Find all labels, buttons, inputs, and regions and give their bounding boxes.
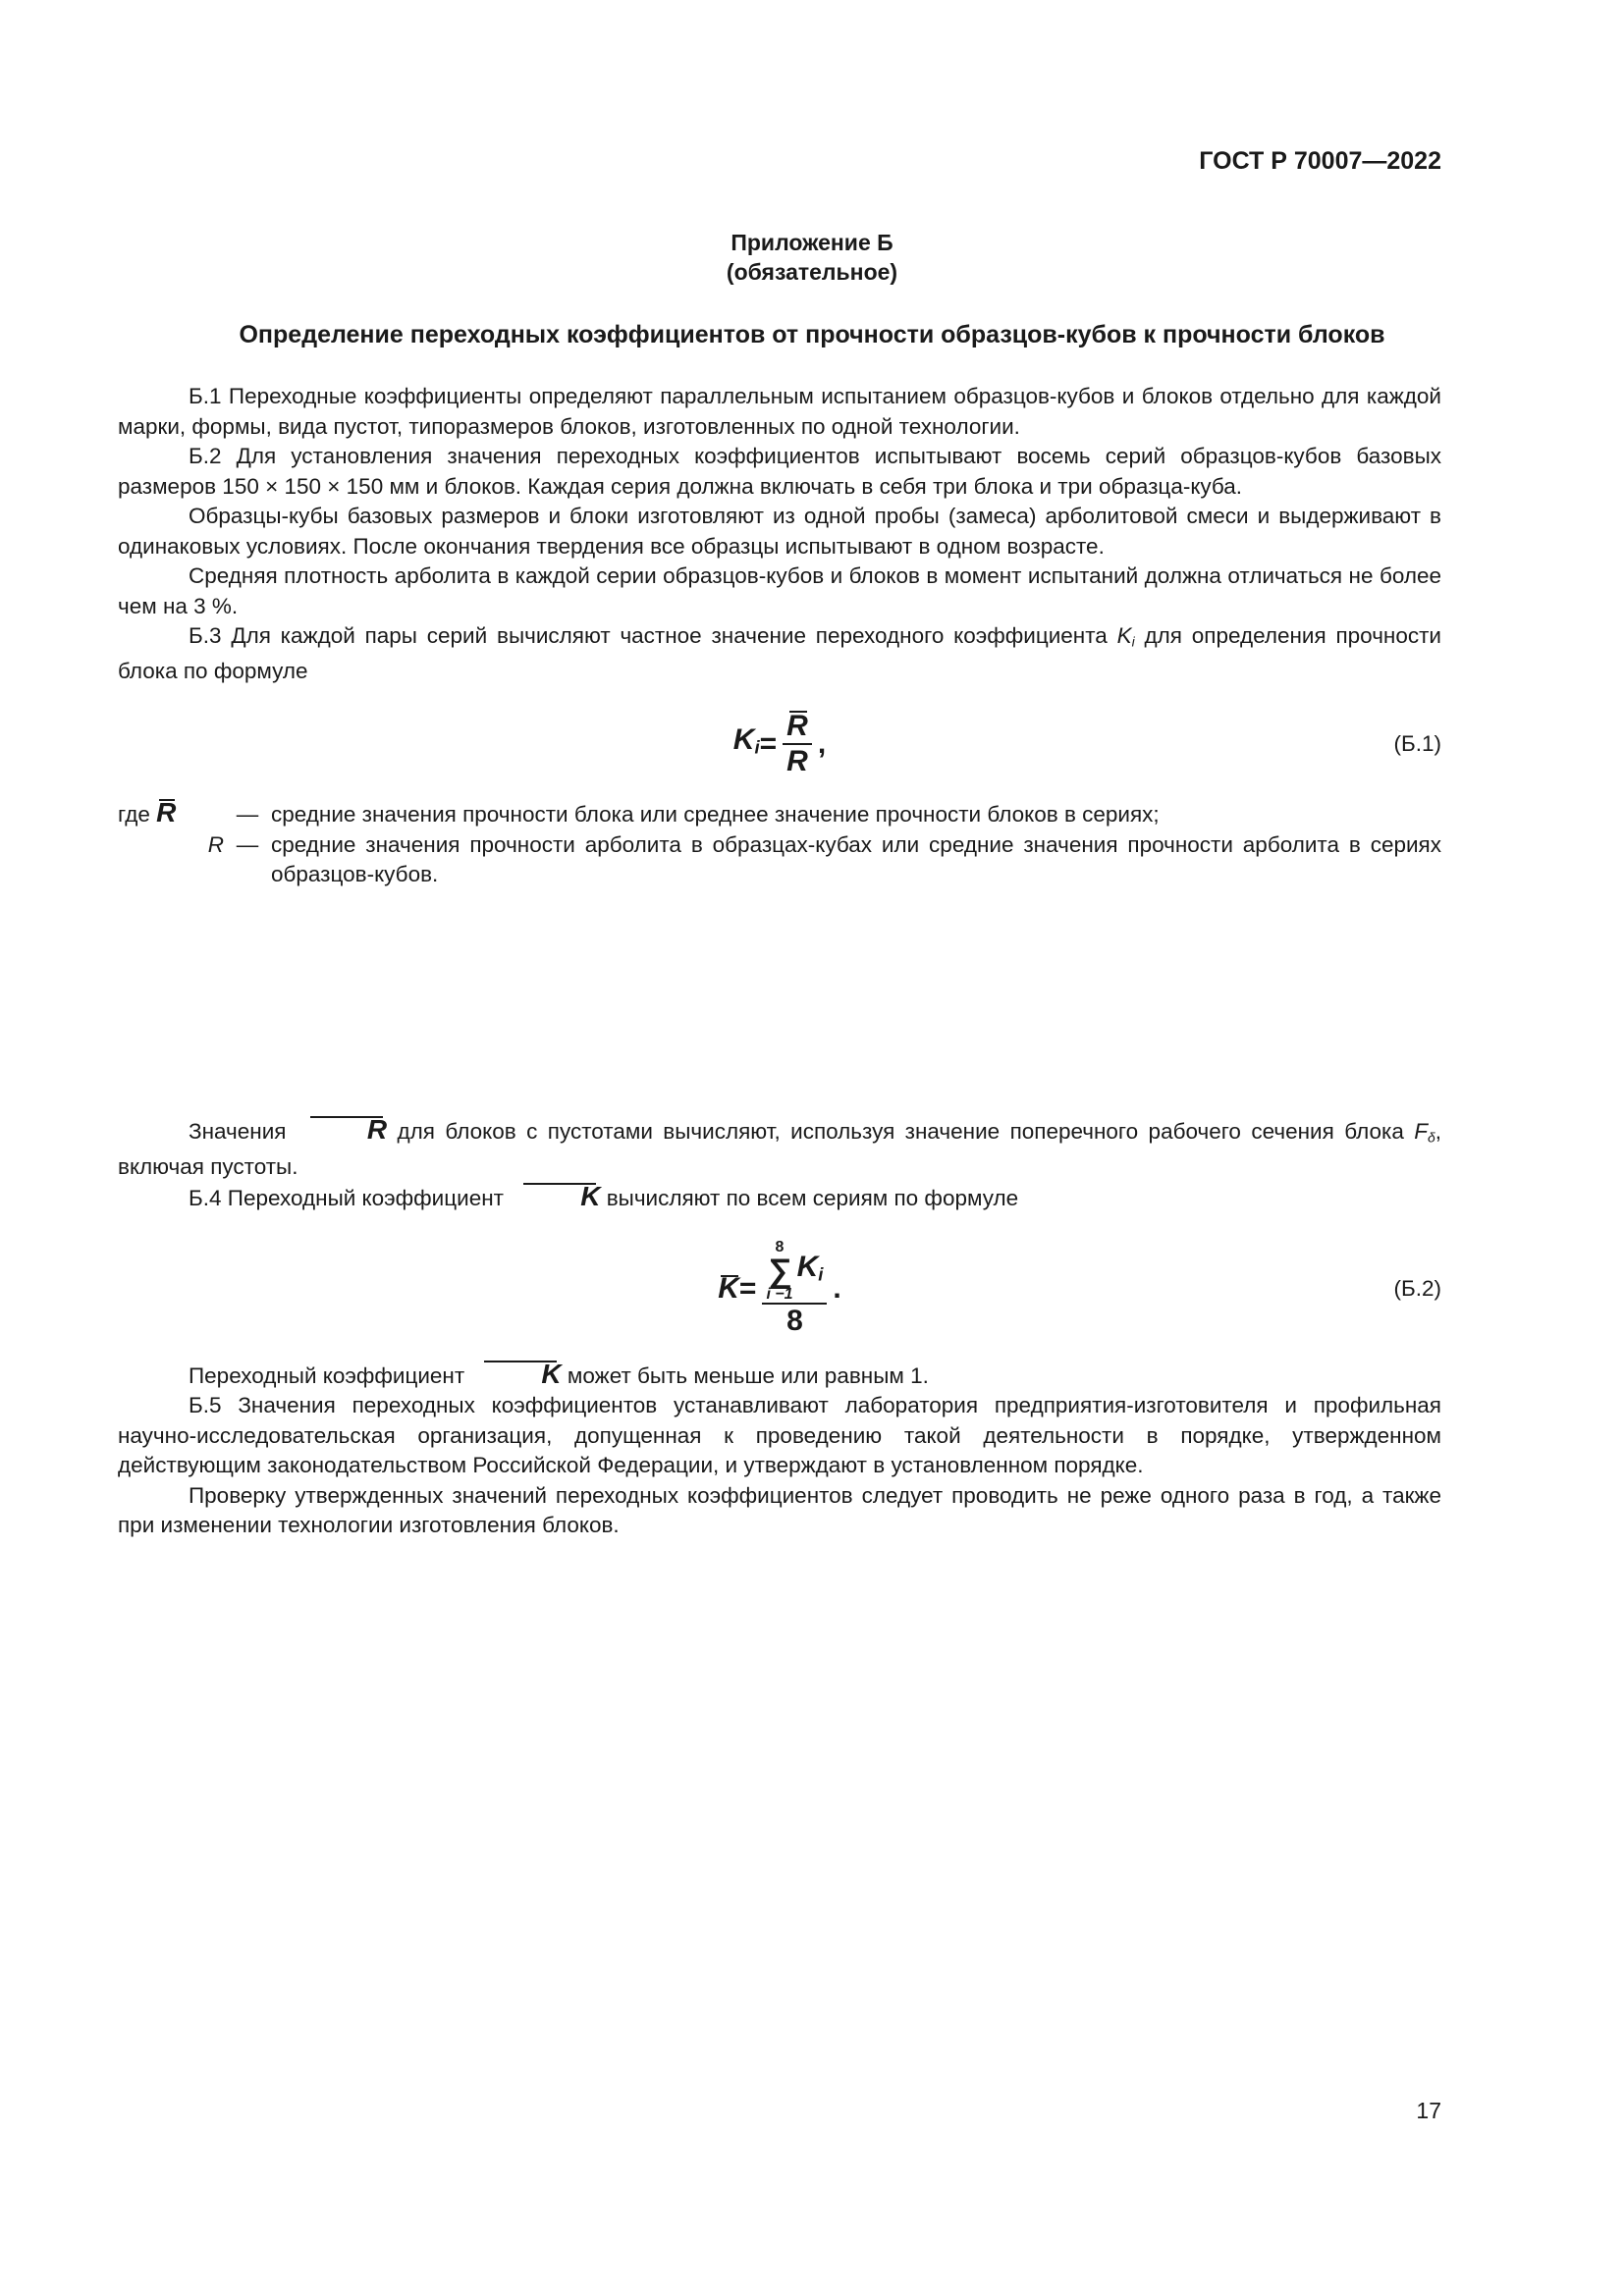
document-id: ГОСТ Р 70007—2022 xyxy=(1199,147,1441,175)
b3-text-end: для определения прочности блока по формуле xyxy=(118,623,1441,683)
formula2-equals: = xyxy=(738,1271,757,1305)
section-title: Определение переходных коэффициентов от прочности образцов-кубов к прочности блоков xyxy=(239,321,1385,348)
paragraph-b2: Б.2 Для установления значения переходных коэффициентов испытывают восемь серий образцов-кубов базовых размеров 150 × 150 × 150 мм и блоков. Каждая серия должна включать в себя три блока и три образца-куба. xyxy=(118,444,1441,499)
formula2-period: . xyxy=(833,1271,841,1305)
definition-dash: — xyxy=(236,831,259,857)
definition-where: где xyxy=(118,802,157,828)
paragraph-b3 xyxy=(118,621,1441,686)
formula2-fraction xyxy=(762,1240,827,1338)
formula2-sum-top: 8 xyxy=(775,1238,785,1255)
definition-dash: — xyxy=(236,802,259,828)
definition-r-bar-text: средние значения прочности блока или среднее значение прочности блоков в сериях; xyxy=(271,802,1160,828)
paragraph-k-limit: Переходный коэффициент K может быть меньше или равным 1. xyxy=(189,1358,929,1389)
formula2-sum xyxy=(766,1240,792,1303)
formula-b2 xyxy=(118,1226,1441,1352)
paragraph-b4: Б.4 Переходный коэффициент K вычисляют по всем сериям по формуле xyxy=(189,1181,1019,1212)
formula1-denominator: R xyxy=(786,745,808,778)
definition-symbol-r-bar: R xyxy=(156,797,177,828)
paragraph-b5: Б.5 Значения переходных коэффициентов устанавливают лаборатория предприятия-изготовителя и профильная научно-исследовательская организация, допущенная к проведению такой деятельности в порядке, утвержденном действующим законодательством Российской Федерации, и утверждают в установленном порядке. xyxy=(118,1393,1441,1478)
definition-r-text: средние значения прочности арболита в образцах-кубах или средние значения прочности арболита в сериях образцов-кубов. xyxy=(271,831,1441,887)
body-text-upper xyxy=(118,382,1441,890)
symbol-definitions xyxy=(118,798,1441,890)
definition-r xyxy=(118,830,1441,890)
values-symbol-f: $F_\delta$ xyxy=(1414,1119,1435,1146)
formula2-sum-bottom: i −1 xyxy=(766,1285,793,1303)
formula-b1 xyxy=(118,700,1441,788)
paragraph-b2a: Образцы-кубы базовых размеров и блоки изготовляют из одной пробы (замеса) арболитовой смеси и выдерживают в одинаковых условиях. После окончания твердения все образцы испытывают в одном возрасте. xyxy=(118,504,1441,559)
definition-symbol-r: R xyxy=(207,831,224,857)
k-limit-symbol-k-bar: K xyxy=(470,1360,561,1390)
b4-symbol-k-bar: K xyxy=(510,1182,600,1212)
formula2-sum-term: $K_i$ xyxy=(796,1251,824,1285)
formula2-denominator: 8 xyxy=(786,1304,803,1337)
paragraph-b2b: Средняя плотность арболита в каждой серии образцов-кубов и блоков в момент испытаний должна отличаться не более чем на 3 %. xyxy=(118,563,1441,618)
paragraph-values: Значения R для блоков с пустотами вычисляют, используя значение поперечного рабочего сечения блока $F_\delta$, включая пустоты. xyxy=(118,1114,1442,1179)
values-symbol-r-bar: R xyxy=(297,1115,387,1146)
annex-heading xyxy=(0,228,1624,287)
b3-text-start: Б.3 Для каждой пары серий вычисляют частное значение переходного коэффициента xyxy=(189,623,1117,648)
formula1-number: (Б.1) xyxy=(1393,731,1441,757)
formula2-lhs: K xyxy=(718,1271,739,1305)
b3-symbol-k: $K_i$ xyxy=(1116,623,1135,650)
formula1-lhs: $K_i$ xyxy=(732,723,760,759)
formula1-comma: , xyxy=(817,727,827,761)
body-text-lower xyxy=(118,1115,1441,1541)
formula1-numerator: R xyxy=(786,710,808,743)
page-number: 17 xyxy=(1416,2098,1441,2123)
annex-name: Приложение Б xyxy=(731,230,893,255)
formula2-number: (Б.2) xyxy=(1393,1275,1441,1301)
paragraph-b1: Б.1 Переходные коэффициенты определяют параллельным испытанием образцов-кубов и блоков отдельно для каждой марки, формы, вида пустот, типоразмеров блоков, изготовленных по одной технологии. xyxy=(118,384,1441,439)
formula1-fraction xyxy=(783,710,812,778)
formula2-sum-sign: ∑ xyxy=(767,1252,792,1290)
paragraph-b5a: Проверку утвержденных значений переходных коэффициентов следует проводить не реже одного раза в год, а также при изменении технологии изготовления блоков. xyxy=(118,1482,1441,1538)
definition-r-bar xyxy=(118,798,1441,830)
formula1-equals: = xyxy=(759,727,778,761)
annex-status: (обязательное) xyxy=(726,259,898,285)
